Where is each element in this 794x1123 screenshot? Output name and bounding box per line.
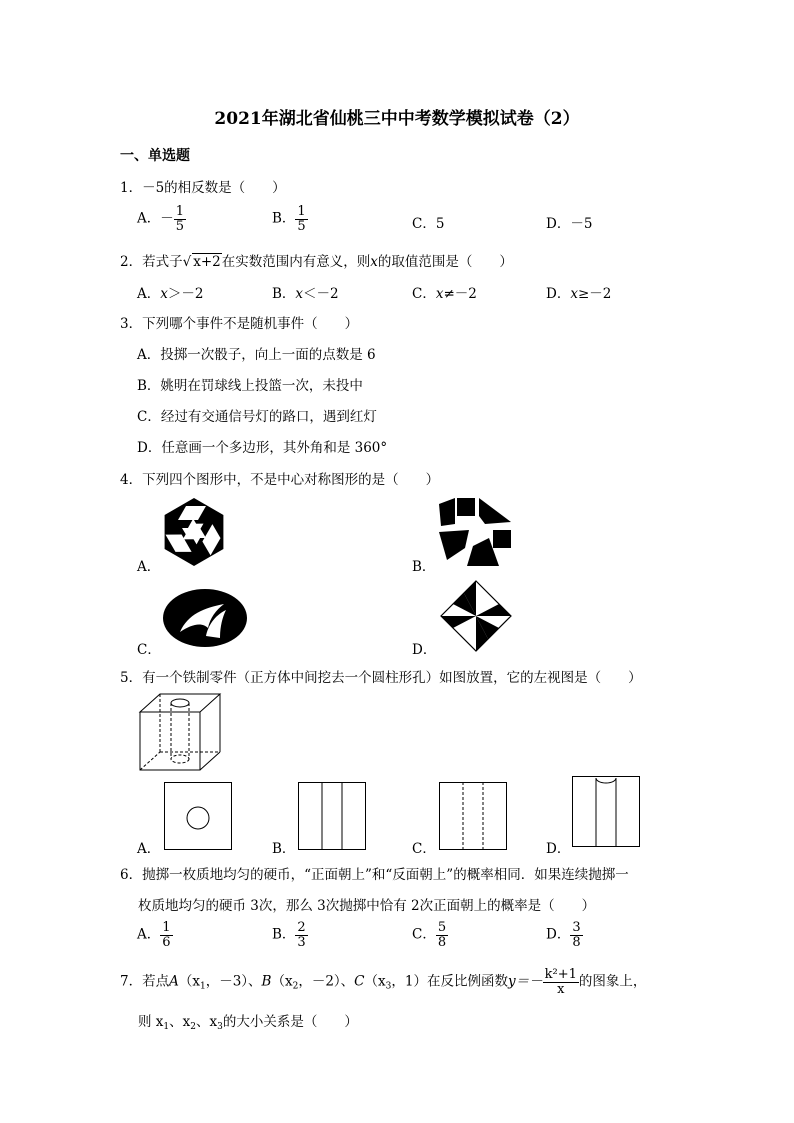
q7-l2-sub2: 2 — [190, 1022, 196, 1032]
q4-figure-a-hexagon-logo — [158, 496, 230, 568]
q2-option-a — [137, 282, 203, 302]
q1-option-d: D．－5 — [546, 216, 593, 232]
q6-stem-line2: 枚质地均匀的硬币 3次，那么 3次抛掷中恰有 2次正面朝上的概率是（ ） — [138, 898, 596, 914]
q2-option-c — [412, 282, 477, 302]
q6-a-fraction — [160, 921, 172, 949]
q6-d-fraction — [570, 921, 582, 949]
section-heading: 一、单选题 — [120, 148, 190, 164]
q2-mid: 在实数范围内有意义，则 — [221, 254, 371, 270]
q7-b-sub: 2 — [292, 981, 299, 992]
q2-pre: 2．若式子 — [120, 254, 183, 270]
q6-d-label: D． — [546, 926, 571, 943]
q2-b-rest: ＜－2 — [303, 286, 339, 302]
q4-option-c: C． — [137, 642, 161, 658]
q2-var: x — [370, 254, 378, 270]
q5-option-b: B． — [272, 841, 296, 857]
q6-c-num: 5 — [437, 920, 447, 935]
q4-option-d: D． — [412, 642, 437, 658]
q2-a-var: x — [160, 286, 168, 302]
q1-a-sign: － — [160, 210, 174, 227]
q7-pre: 7．若点 — [120, 973, 170, 990]
q2-c-var: x — [435, 286, 444, 302]
q7-post: 的图象上， — [578, 973, 647, 990]
q6-a-label: A． — [137, 926, 161, 943]
q3-option-b: B．姚明在罚球线上投篮一次，未投中 — [137, 378, 363, 394]
q6-option-b — [272, 921, 308, 949]
q1-stem: 1．－5的相反数是（ ） — [120, 180, 286, 196]
q2-b-label: B． — [272, 286, 296, 302]
q5-view-b-solid-lines — [298, 782, 366, 850]
q7-point-a: A — [169, 973, 179, 990]
sqrt-icon: √ — [182, 254, 192, 270]
q7-l2-post: 的大小关系是（ ） — [222, 1014, 358, 1030]
q1-b-den: 5 — [297, 218, 306, 234]
q7-l2-mid2: 、x — [196, 1014, 218, 1030]
q6-c-fraction — [436, 921, 448, 949]
q6-d-den: 8 — [572, 934, 581, 950]
q5-view-d-cylinder-rect — [572, 774, 640, 848]
q2-c-rest: ≠－2 — [443, 286, 477, 302]
q2-c-label: C． — [412, 286, 436, 302]
q1-a-num: 1 — [175, 204, 185, 219]
q6-b-num: 2 — [297, 920, 306, 935]
q4-figure-d-windmill — [440, 580, 512, 652]
q6-b-label: B． — [272, 926, 296, 943]
q7-f-den: x — [557, 981, 565, 997]
q5-view-c-dashed-lines — [439, 782, 507, 850]
q6-c-label: C． — [412, 926, 436, 943]
q2-stem — [120, 250, 513, 270]
q7-a-coord: （x — [178, 973, 200, 990]
q1-option-c: C．5 — [412, 216, 445, 232]
q1-a-label: A． — [137, 210, 161, 227]
q2-post: 的取值范围是（ ） — [377, 254, 513, 270]
q7-l2-mid1: 、x — [169, 1014, 191, 1030]
q6-a-num: 1 — [162, 920, 171, 935]
q7-c-sub: 3 — [385, 981, 392, 992]
q3-option-a: A．投掷一次骰子，向上一面的点数是 6 — [137, 347, 376, 363]
q2-option-b — [272, 282, 339, 302]
q4-option-a: A． — [137, 559, 161, 575]
q1-b-fraction — [295, 205, 307, 233]
q7-c-end: ，1）在反比例函数 — [391, 973, 508, 990]
q1-a-fraction — [174, 205, 186, 233]
q7-point-b: B — [261, 973, 272, 990]
q4-figure-b-pinwheel — [437, 494, 513, 570]
q7-func: y＝－ — [507, 973, 543, 990]
q7-a-sub: 1 — [199, 981, 206, 992]
q5-option-d: D． — [546, 841, 571, 857]
q4-figure-c-oval-logo — [162, 588, 248, 648]
q7-b-coord: （x — [271, 973, 293, 990]
q7-c-coord: （x — [364, 973, 386, 990]
q6-a-den: 6 — [162, 934, 171, 950]
q6-b-fraction — [295, 921, 307, 949]
q6-d-num: 3 — [572, 920, 581, 935]
q6-option-a — [137, 921, 173, 949]
q2-d-var: x — [570, 286, 578, 302]
q2-d-label: D． — [546, 286, 571, 302]
q7-a-end: ，－3）、 — [205, 973, 262, 990]
q1-b-num: 1 — [297, 204, 306, 219]
q3-option-c: C．经过有交通信号灯的路口，遇到红灯 — [137, 409, 377, 425]
q6-option-d — [546, 921, 583, 949]
q1-a-den: 5 — [175, 218, 185, 234]
q4-option-b: B． — [412, 559, 436, 575]
q2-a-rest: ＞－2 — [167, 286, 204, 302]
page-title: 2021年湖北省仙桃三中中考数学模拟试卷（2） — [214, 109, 580, 129]
q2-d-rest: ≥－2 — [577, 286, 612, 302]
q5-cube-with-cylinder-hole — [138, 692, 222, 772]
q6-option-c — [412, 921, 448, 949]
q7-l2-sub3: 3 — [217, 1022, 223, 1032]
q7-stem-line2 — [138, 1010, 358, 1032]
q7-l2-pre: 则 x — [138, 1014, 164, 1030]
q1-option-a — [137, 205, 186, 233]
q1-option-b — [272, 205, 308, 233]
q5-view-a-square-circle — [164, 782, 232, 850]
q5-option-a: A． — [137, 841, 161, 857]
q4-stem: 4．下列四个图形中，不是中心对称图形的是（ ） — [120, 472, 440, 488]
q7-b-end: ，－2）、 — [298, 973, 355, 990]
q2-b-var: x — [295, 286, 304, 302]
q6-c-den: 8 — [437, 934, 447, 950]
q1-b-label: B． — [272, 210, 296, 227]
q2-a-label: A． — [137, 286, 161, 302]
q3-stem: 3．下列哪个事件不是随机事件（ ） — [120, 316, 359, 332]
q7-point-c: C — [354, 973, 365, 990]
q5-stem: 5．有一个铁制零件（正方体中间挖去一个圆柱形孔）如图放置，它的左视图是（ ） — [120, 670, 642, 686]
q2-option-d — [546, 282, 611, 302]
q7-f-num: k²+1 — [544, 967, 577, 982]
q6-b-den: 3 — [297, 934, 306, 950]
q5-option-c: C． — [412, 841, 436, 857]
q7-l2-sub1: 1 — [163, 1022, 170, 1032]
q7-fraction — [543, 968, 579, 996]
q7-stem-line1 — [120, 968, 646, 996]
q2-radicand: x+2 — [193, 254, 221, 270]
q6-stem-line1: 6．抛掷一枚质地均匀的硬币，“正面朝上”和“反面朝上”的概率相同．如果连续抛掷一 — [120, 867, 629, 883]
q3-option-d: D．任意画一个多边形，其外角和是 360° — [137, 440, 388, 456]
